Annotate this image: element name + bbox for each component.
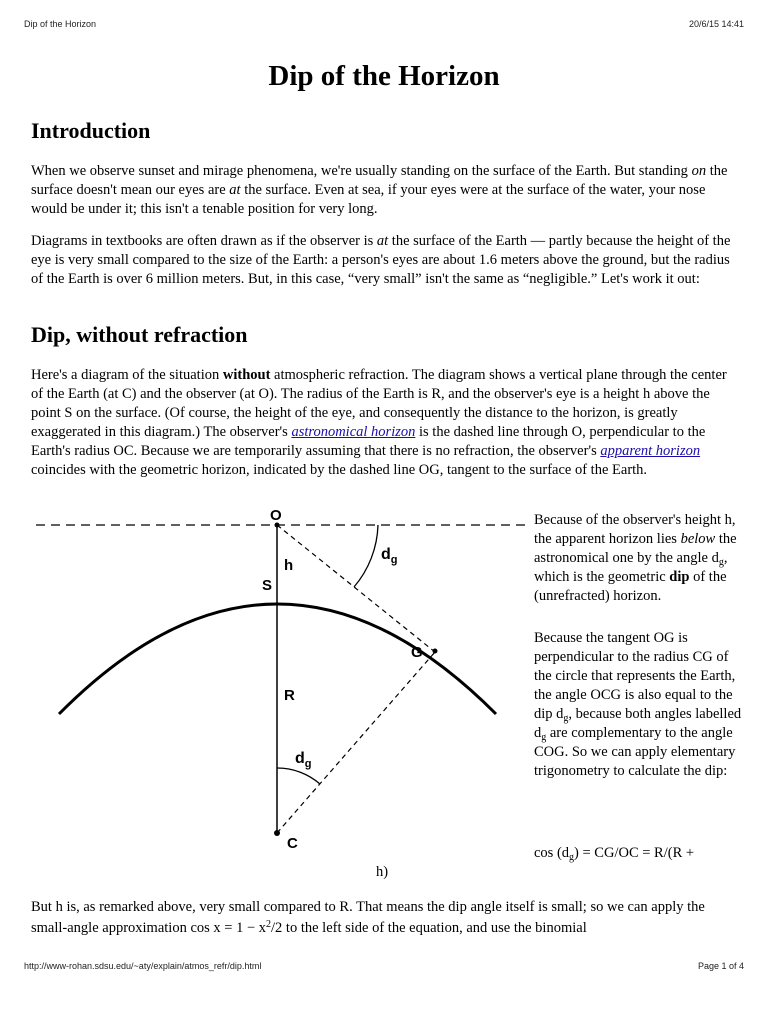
label-g: G [411, 644, 423, 661]
label-o: O [270, 507, 282, 524]
dip-paragraph-1: Here's a diagram of the situation without atmospheric refraction. The diagram shows a vertical plane through the center of the Earth (at C) and the observer (at O). The radius of the Earth is R, and the observer's eye is a height h above the point S on the surface. (Of course, the height of the eye, and consequently the distance to the horizon, is greatly exaggerated in this diagram.) The observer's astronomical horizon is the dashed line through O, perpendicular to the Earth's radius OC. Because we are temporarily assuming that there is no refraction, the observer's apparent horizon coincides with the geometric horizon, indicated by the dashed line OG, tangent to the surface of the Earth. [31, 367, 727, 478]
cosine-equation: $\cos (d_g) = CG/OC = R/(R$ + [534, 845, 695, 863]
label-s: S [262, 577, 273, 594]
footer-url: http://www-rohan.sdsu.edu/~aty/explain/atmos_refr/dip.html [24, 961, 262, 971]
point-g-dot [433, 649, 438, 654]
tangent-line-og [277, 525, 435, 652]
dip-angle-arc-bottom [277, 768, 320, 784]
footer-page-number: Page 1 of 4 [697, 961, 744, 971]
dip-side-paragraph-1: Because of the observer's height h, the apparent horizon lies below the astronomical one by the angle $d_g$, which is the geometric dip of the (unrefracted) horizon. [534, 512, 737, 604]
label-dip-bottom: $d_g$ [295, 750, 312, 770]
astronomical-horizon-link[interactable]: astronomical horizon [291, 424, 416, 440]
page-title: Dip of the Horizon [268, 60, 500, 92]
cosine-equation-wrap: h) [376, 864, 389, 880]
header-datetime: 20/6/15 14:41 [688, 19, 744, 29]
point-c-dot [274, 830, 280, 836]
label-r: R [284, 687, 295, 704]
dip-side-paragraph-2: Because the tangent OG is perpendicular to the radius CG of the circle that represents the Earth, the angle OCG is also equal to the dip $d_g$, because both angles labelled $d_g$ are complementary to the angle COG. So we can apply elementary trigonometry to calculate the dip: [534, 630, 742, 779]
print-footer [24, 961, 744, 971]
label-h: h [284, 557, 294, 574]
dip-diagram [0, 495, 535, 865]
header-title: Dip of the Horizon [24, 19, 97, 29]
intro-paragraph-1: When we observe sunset and mirage phenomena, we're usually standing on the surface of the Earth. But standing on the surface doesn't mean our eyes are at the surface. Even at sea, if your eyes were at the surface of the water, your nose would be under it; this isn't a tenable position for very long. [31, 163, 728, 217]
dip-angle-arc-top [354, 525, 378, 587]
label-dip-top: $d_g$ [381, 546, 398, 566]
radius-line-cg [277, 652, 435, 833]
intro-heading: Introduction [31, 118, 151, 143]
dip-heading: Dip, without refraction [31, 322, 248, 347]
apparent-horizon-link[interactable]: apparent horizon [600, 443, 701, 459]
dip-paragraph-2: But h is, as remarked above, very small compared to R. That means the dip angle itself is small; so we can apply the small-angle approximation $\cos x = 1 - x^2/2$ to the left side of the equation, and use the binomial [31, 899, 705, 936]
print-header [24, 19, 744, 29]
label-c: C [287, 835, 298, 852]
intro-paragraph-2: Diagrams in textbooks are often drawn as if the observer is at the surface of the Earth — partly because the height of the eye is very small compared to the size of the Earth: a person's eyes are about 1.6 meters above the ground, but the radius of the Earth is over 6 million meters. But, in this case, “very small” isn't the same as “negligible.” Let's work it out: [31, 233, 731, 287]
